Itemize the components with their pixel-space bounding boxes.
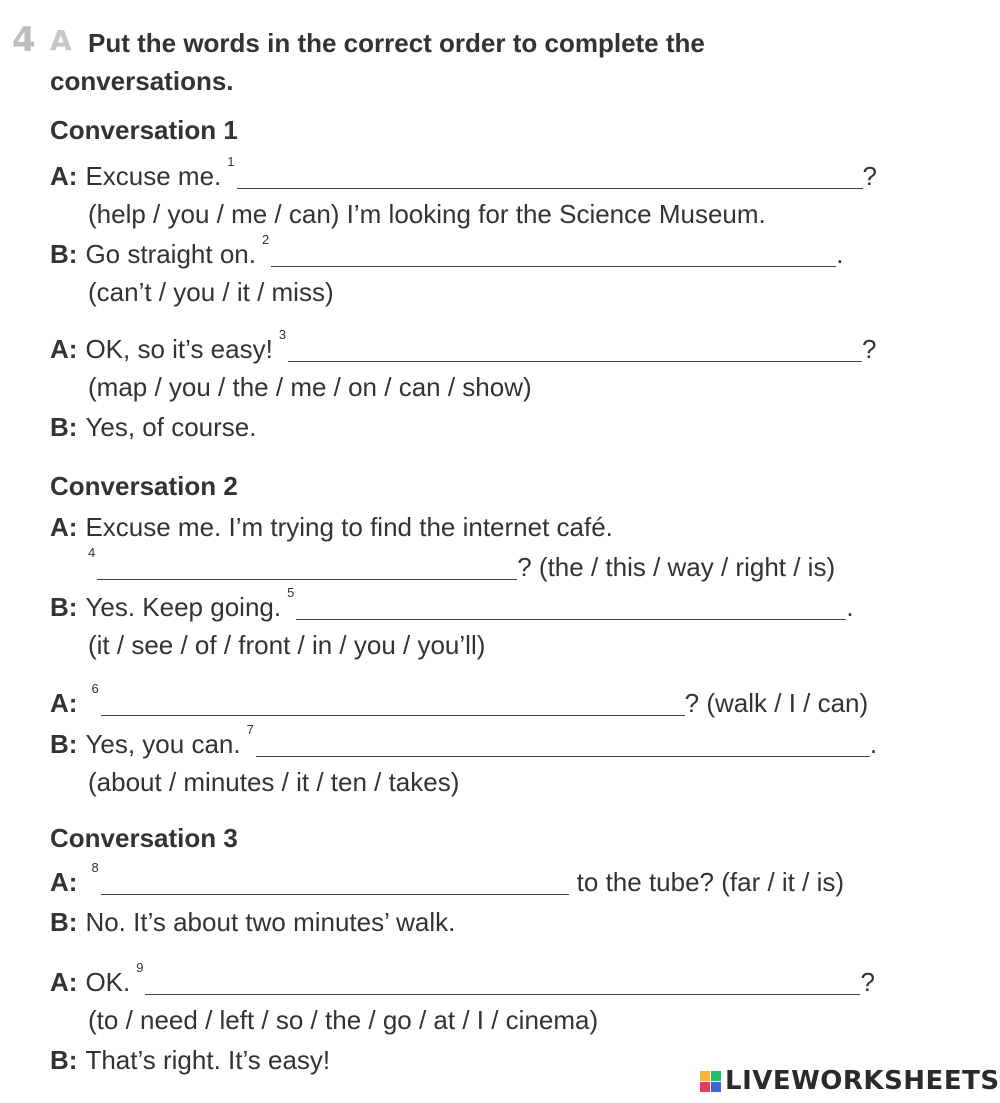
exercise-number: 4	[12, 20, 36, 60]
logo-square	[711, 1082, 721, 1092]
line-text: Excuse me.	[85, 161, 222, 191]
speaker-label: B:	[50, 907, 78, 937]
conv3-line-2	[50, 903, 455, 941]
conv3-line-4	[50, 1041, 330, 1079]
answer-blank-4[interactable]	[97, 549, 517, 580]
speaker-label: A:	[50, 867, 78, 897]
blank-number: 2	[261, 232, 270, 247]
line-end: .	[846, 592, 854, 622]
logo-square	[700, 1071, 710, 1081]
conv2-hint-5: (about / minutes / it / ten / takes)	[88, 767, 460, 797]
conversation-1-title: Conversation 1	[50, 115, 238, 145]
blank-number: 4	[88, 545, 96, 560]
line-text: That’s right. It’s easy!	[85, 1045, 331, 1075]
speaker-label: A:	[50, 334, 78, 364]
blank-number: 3	[278, 327, 287, 342]
blank-number: 5	[287, 585, 295, 600]
line-text: Yes, you can.	[85, 729, 241, 759]
conv1-line-3	[50, 327, 877, 368]
conv2-line-5	[50, 722, 878, 763]
speaker-label: B:	[50, 1045, 78, 1075]
speaker-label: B:	[50, 592, 78, 622]
speaker-label: A:	[50, 967, 78, 997]
blank-number: 1	[227, 154, 235, 169]
conv2-hint-3: (it / see / of / front / in / you / you’ll)	[88, 630, 486, 660]
blank-number: 8	[91, 860, 99, 875]
line-text: Yes, of course.	[85, 412, 257, 442]
conversation-3-title: Conversation 3	[50, 823, 238, 853]
conv3-line-3	[50, 960, 875, 1001]
conv1-line-2	[50, 232, 844, 273]
speaker-label: A:	[50, 512, 78, 542]
conv1-hint-1: (help / you / me / can) I’m looking for the Science Museum.	[88, 199, 766, 229]
conv3-hint-3: (to / need / left / so / the / go / at / I / cinema)	[88, 1005, 599, 1035]
line-text: No. It’s about two minutes’ walk.	[85, 907, 456, 937]
line-text: OK.	[85, 967, 131, 997]
logo-square	[711, 1071, 721, 1081]
answer-blank-9[interactable]	[145, 964, 860, 995]
conv2-line-4	[50, 681, 869, 722]
answer-blank-8[interactable]	[101, 864, 569, 895]
line-end: ?	[862, 161, 877, 191]
conversation-2-title: Conversation 2	[50, 471, 238, 501]
speaker-label: B:	[50, 239, 78, 269]
liveworksheets-logo-icon	[700, 1071, 721, 1092]
line-text: Go straight on.	[85, 239, 256, 269]
conv2-line-1	[50, 508, 613, 546]
conv1-line-4	[50, 408, 256, 446]
speaker-label: B:	[50, 412, 78, 442]
line-text: Yes. Keep going.	[85, 592, 282, 622]
exercise-letter: A	[50, 24, 72, 57]
blank-number: 7	[246, 722, 254, 737]
line-text: Excuse me. I’m trying to find the internet café.	[85, 512, 613, 542]
blank-number: 9	[136, 960, 144, 975]
speaker-label: A:	[50, 161, 78, 191]
answer-blank-6[interactable]	[101, 685, 685, 716]
conv2-line-2	[82, 545, 836, 586]
line-end: to the tube? (far / it / is)	[576, 867, 845, 897]
conv1-hint-2: (can’t / you / it / miss)	[88, 277, 334, 307]
answer-blank-5[interactable]	[296, 589, 846, 620]
line-end: .	[869, 729, 878, 759]
speaker-label: B:	[50, 729, 78, 759]
line-end: ?	[862, 334, 877, 364]
answer-blank-7[interactable]	[256, 726, 870, 757]
liveworksheets-watermark	[700, 1066, 1000, 1096]
conv3-line-1	[50, 860, 845, 901]
conv1-hint-3: (map / you / the / me / on / can / show)	[88, 372, 532, 402]
line-text: OK, so it’s easy!	[85, 334, 273, 364]
line-end: ?	[860, 967, 875, 997]
logo-square	[700, 1082, 710, 1092]
answer-blank-3[interactable]	[288, 331, 862, 362]
line-end: .	[836, 239, 844, 269]
exercise-instruction: Put the words in the correct order to complete the conversations.	[50, 28, 705, 96]
watermark-text: LIVEWORKSHEETS	[725, 1066, 1000, 1096]
answer-blank-1[interactable]	[237, 158, 863, 189]
conv2-line-3	[50, 585, 854, 626]
answer-blank-2[interactable]	[271, 236, 836, 267]
line-end: ? (the / this / way / right / is)	[517, 552, 836, 582]
conv1-line-1	[50, 154, 877, 195]
blank-number: 6	[91, 681, 99, 696]
line-end: ? (walk / I / can)	[684, 688, 869, 718]
speaker-label: A:	[50, 688, 78, 718]
